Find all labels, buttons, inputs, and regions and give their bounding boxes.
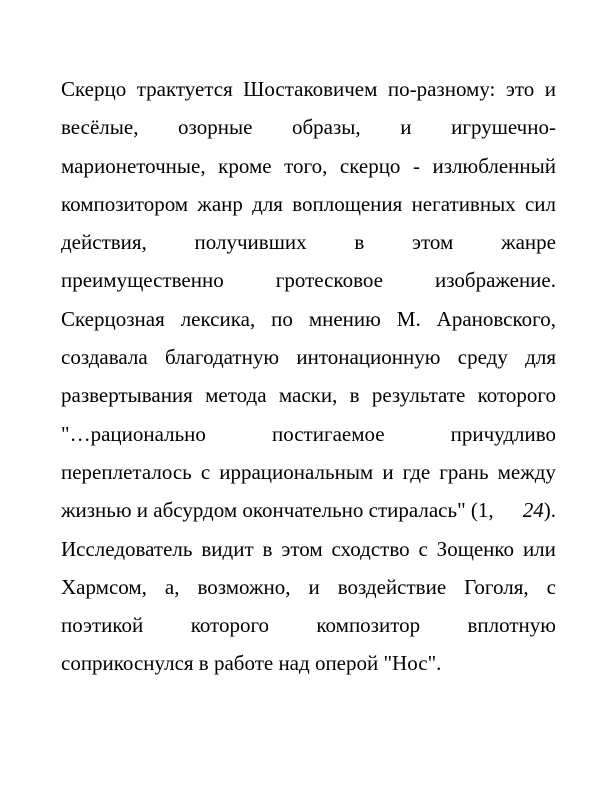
word: Зощенко: [436, 536, 515, 561]
word: действия,: [61, 230, 147, 255]
text-line-6: [61, 261, 556, 299]
word: это: [505, 77, 535, 101]
word: поэтикой: [61, 613, 144, 638]
word: создавала: [61, 345, 148, 370]
citation-close: ).: [543, 498, 556, 523]
word: причудливо: [450, 421, 556, 446]
word: между: [497, 459, 556, 484]
word: вплотную: [467, 613, 556, 638]
word: по: [271, 306, 293, 331]
word: и: [400, 115, 412, 140]
word: маски,: [278, 383, 338, 408]
citation: [523, 491, 556, 529]
word: метода: [205, 383, 267, 408]
text-line-5: [61, 223, 556, 261]
word: скерцо: [339, 153, 401, 178]
word: постигаемое: [271, 421, 385, 446]
text-line-8: [61, 338, 556, 376]
word: грань: [439, 459, 489, 484]
word: и: [382, 459, 394, 484]
text-line-10: [61, 415, 556, 453]
word: Хармсом,: [61, 574, 147, 599]
word: в: [354, 230, 365, 255]
word: "…рационально: [61, 421, 206, 446]
word: среду: [457, 345, 508, 370]
text-line-15: [61, 606, 556, 644]
word: по-разному:: [387, 77, 496, 101]
word: преимущественно: [61, 268, 224, 293]
word: излюбленный: [432, 153, 556, 178]
word: трактуется: [136, 77, 233, 101]
word: этом: [281, 536, 323, 561]
word: Гоголя,: [464, 574, 529, 599]
word: с: [546, 574, 556, 599]
word: лексика,: [180, 306, 256, 331]
word: Арановского,: [436, 306, 556, 331]
word: интонационную: [296, 345, 441, 370]
word: того,: [284, 153, 328, 178]
word: а,: [164, 574, 180, 599]
word: жанр: [197, 191, 243, 216]
word: Скерцозная: [61, 306, 165, 331]
word: возможно,: [197, 574, 291, 599]
word: переплеталось: [61, 459, 192, 484]
word: мнению: [308, 306, 381, 331]
word: гротесковое: [275, 268, 383, 293]
text-line-3: [61, 147, 556, 185]
word: для: [252, 191, 283, 216]
word: игрушечно-: [451, 115, 556, 140]
word: получивших: [194, 230, 307, 255]
word: и: [308, 574, 320, 599]
word: результате: [371, 383, 466, 408]
word: с: [418, 536, 428, 561]
word: М.: [396, 306, 421, 331]
text-line-11: [61, 453, 556, 491]
text-line-14: [61, 568, 556, 606]
word: в: [262, 536, 273, 561]
word: негативных: [411, 191, 516, 216]
word: сходство: [331, 536, 410, 561]
word: и: [544, 77, 556, 101]
word: -: [412, 153, 420, 178]
word: развертывания: [61, 383, 193, 408]
word: воплощения: [292, 191, 403, 216]
text-line-16: соприкоснулся в работе над оперой "Нос".: [61, 651, 442, 676]
word: этом: [412, 230, 454, 255]
document-body: [61, 70, 556, 683]
word: или: [522, 536, 556, 561]
word: которого: [190, 613, 270, 638]
text-line-2: [61, 108, 556, 146]
word: воздействие: [337, 574, 447, 599]
citation-page: 24: [522, 498, 544, 523]
text-line-13: [61, 530, 556, 568]
word: с: [200, 459, 211, 484]
text-line-7: [61, 300, 556, 338]
text-line-12: [61, 491, 556, 529]
word: озорные: [178, 115, 253, 140]
text-line-9: [61, 376, 556, 414]
word: изображение.: [434, 268, 556, 293]
word: композитором: [61, 191, 189, 216]
word: композитор: [316, 613, 421, 638]
word: иррациональным: [219, 459, 374, 484]
word: весёлые,: [61, 115, 139, 140]
word: жанре: [501, 230, 556, 255]
word: в: [349, 383, 360, 408]
word: кроме: [218, 153, 272, 178]
word: благодатную: [165, 345, 280, 370]
word: сил: [524, 191, 556, 216]
text-line-4: [61, 185, 556, 223]
word: образы,: [292, 115, 361, 140]
word: Шостаковичем: [243, 77, 378, 101]
text-line-1: [61, 70, 556, 108]
word: видит: [201, 536, 254, 561]
word: Исследователь: [61, 536, 193, 561]
word: марионеточные,: [61, 153, 206, 178]
text-line-12-main: жизнью и абсурдом окончательно стиралась" (1,: [61, 498, 494, 523]
word: Скерцо: [61, 77, 127, 101]
word: для: [525, 345, 556, 370]
word: которого: [477, 383, 556, 408]
word: где: [402, 459, 431, 484]
